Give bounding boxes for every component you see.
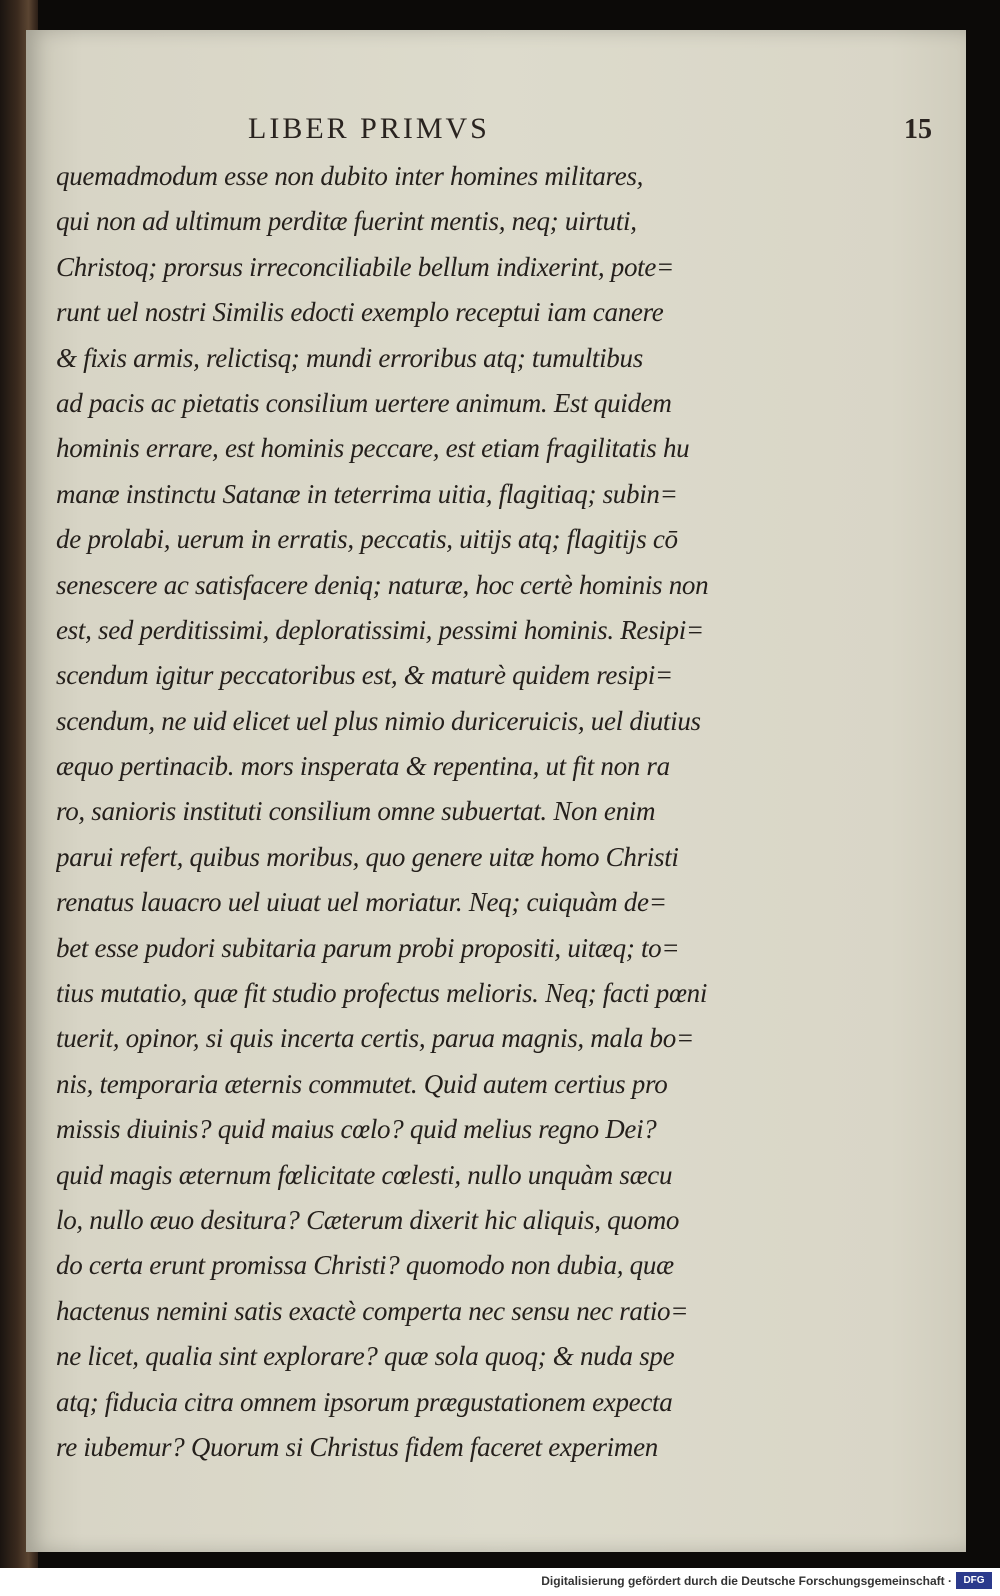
text-line: parui refert, quibus moribus, quo genere uitæ homo Christi bbox=[56, 841, 679, 872]
dfg-logo-icon: DFG bbox=[956, 1572, 992, 1589]
text-line: qui non ad ultimum perditæ fuerint mentis, neq; uirtuti, bbox=[56, 206, 637, 237]
text-line: tuerit, opinor, si quis incerta certis, parua magnis, mala bo= bbox=[56, 1023, 694, 1054]
text-line: de prolabi, uerum in erratis, peccatis, uitijs atq; flagitijs cō bbox=[56, 524, 678, 555]
text-line: bet esse pudori subitaria parum probi propositi, uitæq; to= bbox=[56, 932, 680, 963]
running-head: LIBER PRIMVS bbox=[248, 112, 490, 145]
folio-number: 15 bbox=[904, 114, 932, 145]
book-page bbox=[26, 30, 966, 1552]
text-line: quemadmodum esse non dubito inter homines militares, bbox=[56, 161, 644, 191]
text-line: scendum, ne uid elicet uel plus nimio duriceruicis, uel diutius bbox=[56, 705, 701, 736]
text-line: runt uel nostri Similis edocti exemplo receptui iam canere bbox=[56, 297, 664, 328]
text-line: scendum igitur peccatoribus est, & maturè quidem resipi= bbox=[56, 660, 673, 691]
text-line: & fixis armis, relictisq; mundi erroribus atq; tumultibus bbox=[56, 342, 643, 373]
digitization-credit: Digitalisierung gefördert durch die Deutsche Forschungsgemeinschaft · bbox=[541, 1574, 952, 1588]
text-line: tius mutatio, quæ fit studio profectus melioris. Neq; facti pœni bbox=[56, 978, 708, 1009]
text-line: quid magis æternum fœlicitate cœlesti, nullo unquàm sæcu bbox=[56, 1159, 673, 1190]
text-line: hactenus nemini satis exactè comperta nec sensu nec ratio= bbox=[56, 1295, 689, 1326]
text-line: missis diuinis? quid maius cœlo? quid melius regno Dei? bbox=[56, 1114, 657, 1145]
text-line: re iubemur? Quorum si Christus fidem faceret experimen bbox=[56, 1431, 658, 1462]
body-text bbox=[56, 154, 936, 1470]
text-line: senescere ac satisfacere deniq; naturæ, hoc certè hominis non bbox=[56, 569, 709, 600]
text-line: manæ instinctu Satanæ in teterrima uitia, flagitiaq; subin= bbox=[56, 478, 678, 509]
footer-strip bbox=[0, 1568, 1000, 1596]
text-line: renatus lauacro uel uiuat uel moriatur. Neq; cuiquàm de= bbox=[56, 887, 667, 918]
text-line: nis, temporaria æternis commutet. Quid autem certius pro bbox=[56, 1068, 668, 1099]
text-line: do certa erunt promissa Christi? quomodo non dubia, quæ bbox=[56, 1250, 674, 1281]
text-line: est, sed perditissimi, deploratissimi, pessimi hominis. Resipi= bbox=[56, 614, 704, 645]
text-line: æquo pertinacib. mors insperata & repentina, ut fit non ra bbox=[56, 751, 670, 782]
text-line: ro, sanioris instituti consilium omne subuertat. Non enim bbox=[56, 796, 656, 827]
text-line: ne licet, qualia sint explorare? quæ sola quoq; & nuda spe bbox=[56, 1341, 675, 1372]
text-line: ad pacis ac pietatis consilium uertere animum. Est quidem bbox=[56, 387, 672, 418]
text-line: hominis errare, est hominis peccare, est etiam fragilitatis hu bbox=[56, 433, 690, 464]
text-line: atq; fiducia citra omnem ipsorum prægustationem expecta bbox=[56, 1386, 673, 1417]
text-line: lo, nullo æuo desitura? Cæterum dixerit hic aliquis, quomo bbox=[56, 1204, 680, 1235]
text-line: Christoq; prorsus irreconciliabile bellum indixerint, pote= bbox=[56, 251, 674, 282]
page-header bbox=[26, 112, 966, 152]
